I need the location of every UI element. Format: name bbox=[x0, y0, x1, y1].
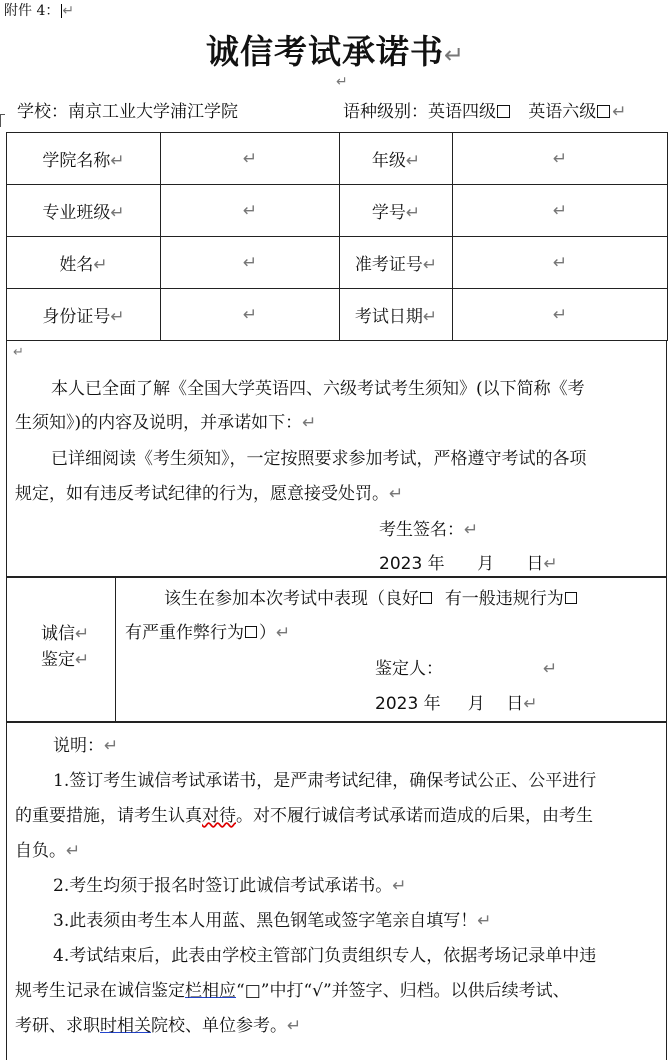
label-admission-no: 准考证号↵ bbox=[340, 237, 453, 289]
label-college: 学院名称↵ bbox=[7, 133, 161, 185]
note-4-line3: 考研、求职时相关院校、单位参考。↵ bbox=[15, 1016, 302, 1036]
exam-date-field[interactable]: ↵ bbox=[453, 289, 668, 341]
paragraph-mark: ↵ bbox=[336, 74, 348, 90]
pledge-para2-line2: 规定，如有违反考试纪律的行为，愿意接受处罚。↵ bbox=[15, 484, 404, 504]
note-3: 3.此表须由考生本人用蓝、黑色钢笔或签字笔亲自填写！↵ bbox=[53, 911, 492, 931]
table-row bbox=[7, 185, 668, 237]
integrity-line2: 有严重作弊行为 ）↵ bbox=[125, 623, 291, 643]
notes-heading: 说明：↵ bbox=[53, 736, 119, 756]
note-4-line1: 4.考试结束后，此表由学校主管部门负责组织专人，依据考场记录单中违 bbox=[53, 946, 597, 966]
paragraph-mark: ↵ bbox=[13, 345, 24, 360]
grade-field[interactable]: ↵ bbox=[453, 133, 668, 185]
table-row bbox=[7, 133, 668, 185]
cet4-checkbox[interactable] bbox=[497, 105, 510, 118]
label-name: 姓名↵ bbox=[7, 237, 161, 289]
cet6-checkbox[interactable] bbox=[597, 105, 610, 118]
note-2: 2.考生均须于报名时签订此诚信考试承诺书。↵ bbox=[53, 876, 407, 896]
table-anchor-mark bbox=[0, 114, 5, 127]
name-field[interactable]: ↵ bbox=[161, 237, 340, 289]
notes-section bbox=[6, 722, 667, 1060]
pledge-para2-line1: 已详细阅读《考生须知》，一定按照要求参加考试，严格遵守考试的各项 bbox=[51, 449, 587, 469]
minor-violation-checkbox[interactable] bbox=[565, 592, 577, 604]
label-grade: 年级↵ bbox=[340, 133, 453, 185]
major-class-field[interactable]: ↵ bbox=[161, 185, 340, 237]
note-1-line2: 的重要措施，请考生认真对待。对不履行诚信考试承诺而造成的后果，由考生 bbox=[15, 806, 593, 826]
good-checkbox[interactable] bbox=[420, 592, 432, 604]
school-line: 学校：南京工业大学浦江学院 bbox=[17, 102, 238, 122]
student-id-field[interactable]: ↵ bbox=[453, 185, 668, 237]
serious-cheating-checkbox[interactable] bbox=[245, 626, 257, 638]
integrity-label: 诚信↵ 鉴定↵ bbox=[41, 624, 90, 670]
pledge-date: 2023 年 月 日↵ bbox=[379, 554, 558, 574]
pledge-section bbox=[6, 341, 667, 577]
appraiser-label: 鉴定人： ↵ bbox=[375, 659, 558, 679]
attachment-label: 附件 4： ↵ bbox=[4, 3, 75, 19]
note-4-line2: 规考生记录在诚信鉴定栏相应“□”中打“√”并签字、归档。以供后续考试、 bbox=[15, 981, 570, 1001]
column-divider bbox=[115, 578, 116, 722]
id-number-field[interactable]: ↵ bbox=[161, 289, 340, 341]
pledge-para1-line2: 生须知》)的内容及说明，并承诺如下：↵ bbox=[15, 413, 317, 433]
language-level-line: 语种级别：英语四级 英语六级 ↵ bbox=[343, 102, 627, 122]
document-title: 诚信考试承诺书↵ bbox=[205, 32, 466, 71]
integrity-line1: 该生在参加本次考试中表现（良好 有一般违规行为 bbox=[164, 582, 579, 616]
label-student-id: 学号↵ bbox=[340, 185, 453, 237]
college-field[interactable]: ↵ bbox=[161, 133, 340, 185]
appraisal-date: 2023 年 月 日↵ bbox=[375, 694, 538, 714]
label-id-number: 身份证号↵ bbox=[7, 289, 161, 341]
pledge-para1-line1: 本人已全面了解《全国大学英语四、六级考试考生须知》(以下简称《考 bbox=[51, 379, 585, 399]
note-1-line1: 1.签订考生诚信考试承诺书，是严肃考试纪律，确保考试公正、公平进行 bbox=[53, 771, 597, 791]
table-row bbox=[7, 237, 668, 289]
signature-label: 考生签名：↵ bbox=[379, 520, 479, 540]
table-row bbox=[7, 289, 668, 341]
label-major-class: 专业班级↵ bbox=[7, 185, 161, 237]
integrity-section bbox=[6, 577, 667, 722]
admission-no-field[interactable]: ↵ bbox=[453, 237, 668, 289]
note-1-line3: 自负。↵ bbox=[15, 841, 81, 861]
student-info-table bbox=[6, 132, 668, 341]
label-exam-date: 考试日期↵ bbox=[340, 289, 453, 341]
